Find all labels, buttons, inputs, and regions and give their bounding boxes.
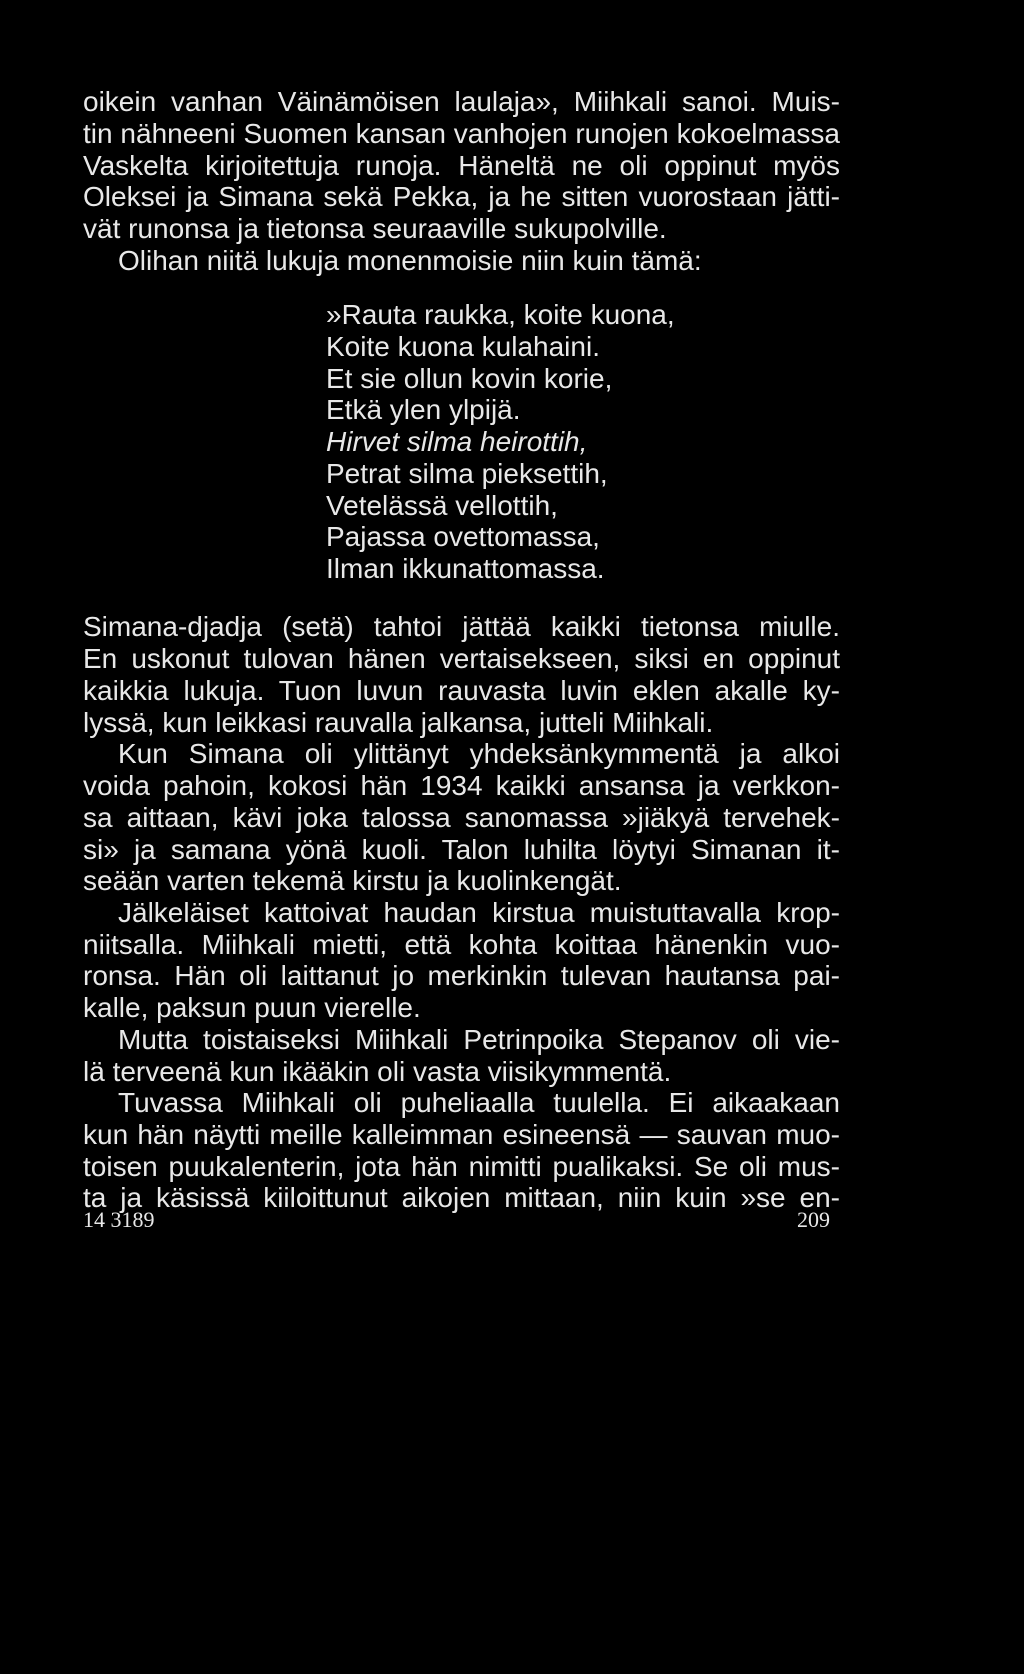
poem-line: Koite kuona kulahaini. (326, 331, 600, 362)
text-line: Oleksei ja Simana sekä Pekka, ja he sitten vuorostaan jätti- (83, 181, 840, 212)
poem-line: »Rauta raukka, koite kuona, (326, 299, 675, 330)
poem-line: Vetelässä vellottih, (326, 490, 558, 521)
text-line: En uskonut tulovan hänen vertaisekseen, siksi en oppinut (83, 643, 840, 674)
poem-line: Hirvet silma heirottih, (326, 426, 588, 457)
text-line: Jälkeläiset kattoivat haudan kirstua muistuttavalla krop- (118, 897, 840, 928)
printer-signature: 14 3189 (83, 1207, 155, 1232)
page-number: 209 (797, 1207, 830, 1232)
text-line: Vaskelta kirjoitettuja runoja. Häneltä ne oli oppinut myös (83, 150, 840, 181)
text-line: ronsa. Hän oli laittanut jo merkinkin tulevan hautansa pai- (83, 960, 840, 991)
text-line: kaikkia lukuja. Tuon luvun rauvasta luvin eklen akalle ky- (83, 675, 840, 706)
text-line: Simana-djadja (setä) tahtoi jättää kaikki tietonsa miulle. (83, 611, 840, 642)
text-line: kalle, paksun puun vierelle. (83, 992, 421, 1023)
text-line: ta ja käsissä kiiloittunut aikojen mittaan, niin kuin »se en- (83, 1182, 840, 1213)
text-line: sa aittaan, kävi joka talossa sanomassa »jiäkyä tervehek- (83, 802, 840, 833)
text-line: oikein vanhan Väinämöisen laulaja», Miihkali sanoi. Muis- (83, 86, 840, 117)
text-line: niitsalla. Miihkali mietti, että kohta koittaa hänenkin vuo- (83, 929, 840, 960)
text-line: toisen puukalenterin, jota hän nimitti pualikaksi. Se oli mus- (83, 1151, 840, 1182)
poem-line: Pajassa ovettomassa, (326, 521, 600, 552)
text-line: si» ja samana yönä kuoli. Talon luhilta löytyi Simanan it- (83, 834, 840, 865)
poem-line: Ilman ikkunattomassa. (326, 553, 605, 584)
poem-line: Petrat silma pieksettih, (326, 458, 608, 489)
text-line: Olihan niitä lukuja monenmoisie niin kuin tämä: (118, 245, 702, 276)
text-line: Kun Simana oli ylittänyt yhdeksänkymmentä ja alkoi (118, 738, 840, 769)
text-line: voida pahoin, kokosi hän 1934 kaikki ansansa ja verkkon- (83, 770, 840, 801)
text-line: kun hän näytti meille kalleimman esineensä — sauvan muo- (83, 1119, 840, 1150)
poem-line: Etkä ylen ylpijä. (326, 394, 521, 425)
text-line: lyssä, kun leikkasi rauvalla jalkansa, jutteli Miihkali. (83, 707, 714, 738)
text-line: Tuvassa Miihkali oli puheliaalla tuulella. Ei aikaakaan (118, 1087, 840, 1118)
text-line: lä terveenä kun ikääkin oli vasta viisikymmentä. (83, 1056, 672, 1087)
text-line: Mutta toistaiseksi Miihkali Petrinpoika Stepanov oli vie- (118, 1024, 840, 1055)
text-line: seään varten tekemä kirstu ja kuolinkengät. (83, 865, 622, 896)
poem-line: Et sie ollun kovin korie, (326, 363, 613, 394)
text-line: vät runonsa ja tietonsa seuraaville sukupolville. (83, 213, 667, 244)
text-line: tin nähneeni Suomen kansan vanhojen runojen kokoelmassa (83, 118, 840, 149)
